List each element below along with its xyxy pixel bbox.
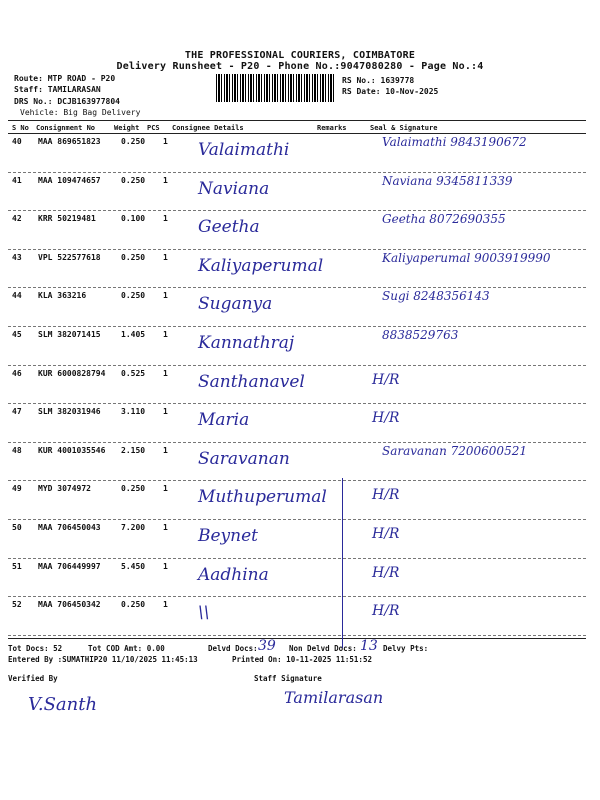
receiver-signature: Saravanan 7200600521 (382, 443, 527, 458)
consignee-name: Valaimathi (198, 140, 290, 160)
weight-value: 0.250 (121, 175, 146, 185)
delivered-docs-value: 39 (258, 638, 276, 654)
consignment-number: MAA 109474657 (38, 175, 101, 185)
pieces-count: 1 (163, 600, 168, 610)
serial-number: 40 (12, 137, 22, 146)
table-row (0, 404, 600, 442)
serial-number: 43 (12, 252, 22, 262)
column-header-signature: Seal & Signature (370, 124, 438, 132)
table-bottom-rule (8, 638, 586, 639)
consignee-name: \\ (198, 603, 210, 624)
pieces-count: 1 (163, 561, 168, 571)
serial-number: 45 (12, 330, 22, 339)
column-header-consignment: Consignment No (36, 124, 96, 132)
route-label: Route: MTP ROAD - P20 (14, 74, 116, 83)
pieces-count: 1 (163, 407, 168, 417)
weight-value: 0.250 (121, 291, 146, 301)
runsheet-subtitle: Delivery Runsheet - P20 - Phone No.:9047080280 - Page No.:4 (116, 61, 484, 72)
staff-label: Staff: TAMILARASAN (14, 85, 101, 94)
column-header-weight: Weight (114, 124, 140, 132)
consignment-number: VPL 522577618 (38, 252, 101, 262)
weight-value: 0.250 (121, 252, 146, 262)
column-header-consignee: Consignee Details (172, 124, 244, 132)
serial-number: 50 (12, 523, 22, 532)
weight-value: 0.250 (121, 600, 146, 610)
rs-number: RS No.: 1639778 (342, 76, 415, 85)
consignee-name: Suganya (198, 294, 273, 315)
serial-number: 52 (12, 600, 22, 610)
pen-stroke (342, 478, 343, 648)
pieces-count: 1 (163, 137, 168, 146)
weight-value: 7.200 (121, 523, 146, 532)
pieces-count: 1 (163, 523, 168, 532)
table-row (0, 597, 600, 635)
remark-text: H/R (372, 371, 400, 388)
remark-text: H/R (372, 564, 400, 581)
printed-on: Printed On: 10-11-2025 11:51:52 (232, 655, 372, 664)
weight-value: 0.250 (121, 137, 146, 146)
remark-text: H/R (372, 603, 400, 620)
weight-value: 5.450 (121, 561, 146, 571)
consignment-number: MAA 706450043 (38, 523, 101, 532)
serial-number: 51 (12, 561, 22, 571)
consignment-number: KUR 6000828794 (38, 368, 106, 378)
delivery-points-label: Delvy Pts: (383, 644, 429, 653)
serial-number: 42 (12, 214, 22, 224)
pieces-count: 1 (163, 175, 168, 185)
consignment-number: MYD 3074972 (38, 484, 91, 494)
serial-number: 44 (12, 291, 22, 301)
total-docs: Tot Docs: 52 (8, 644, 63, 653)
consignee-name: Naviana (198, 178, 270, 199)
receiver-signature: 8838529763 (382, 328, 459, 342)
weight-value: 2.150 (121, 445, 146, 455)
column-header-pcs: PCS (147, 124, 160, 132)
receiver-signature: Valaimathi 9843190672 (382, 135, 527, 149)
consignment-number: MAA 706449997 (38, 561, 101, 571)
serial-number: 49 (12, 484, 22, 494)
column-header-remarks: Remarks (317, 124, 347, 132)
table-row (0, 559, 600, 597)
barcode (216, 74, 336, 102)
weight-value: 0.250 (121, 484, 146, 494)
serial-number: 41 (12, 175, 22, 185)
consignee-name: Maria (198, 410, 250, 431)
serial-number: 46 (12, 368, 22, 378)
consignment-number: MAA 706450342 (38, 600, 101, 610)
remark-text: H/R (372, 410, 400, 427)
consignee-name: Beynet (198, 526, 258, 546)
remark-text: H/R (372, 526, 400, 542)
table-row (0, 443, 600, 481)
pieces-count: 1 (163, 252, 168, 262)
consignment-number: SLM 382071415 (38, 330, 101, 339)
total-cod-amount: Tot COD Amt: 0.00 (88, 644, 165, 653)
receiver-signature: Sugi 8248356143 (382, 289, 490, 304)
consignee-name: Geetha (198, 217, 260, 238)
verifier-signature: V.Santh (28, 694, 98, 715)
staff-signature-label: Staff Signature (254, 674, 322, 683)
serial-number: 48 (12, 445, 22, 455)
pieces-count: 1 (163, 291, 168, 301)
consignee-name: Kannathraj (198, 333, 295, 353)
weight-value: 1.405 (121, 330, 146, 339)
consignment-number: KRR 50219481 (38, 214, 96, 224)
delivered-docs-label: Delvd Docs: (208, 644, 258, 653)
receiver-signature: Kaliyaperumal 9003919990 (382, 250, 551, 265)
table-row (0, 288, 600, 326)
consignment-number: KLA 363216 (38, 291, 87, 301)
pieces-count: 1 (163, 330, 168, 339)
consignment-number: KUR 4001035546 (38, 445, 106, 455)
vehicle-label: Vehicle: Big Bag Delivery (20, 108, 141, 117)
weight-value: 0.525 (121, 368, 146, 378)
non-delivered-docs-value: 13 (360, 638, 378, 654)
consignment-number: MAA 869651823 (38, 137, 101, 146)
table-row (0, 250, 600, 288)
table-top-rule (8, 120, 586, 121)
pieces-count: 1 (163, 484, 168, 494)
serial-number: 47 (12, 407, 22, 417)
consignee-name: Santhanavel (198, 371, 305, 392)
rs-date: RS Date: 10-Nov-2025 (342, 87, 439, 96)
remark-text: H/R (372, 487, 400, 504)
column-header-sno: S No (12, 124, 29, 132)
table-row (0, 134, 600, 172)
table-row (0, 327, 600, 365)
table-row (0, 173, 600, 211)
weight-value: 3.110 (121, 407, 146, 417)
pieces-count: 1 (163, 445, 168, 455)
consignee-name: Aadhina (198, 564, 269, 585)
consignment-number: SLM 382031946 (38, 407, 101, 417)
drs-number: DRS No.: DCJB163977804 (14, 97, 120, 106)
table-row (0, 211, 600, 249)
verified-by-label: Verified By (8, 674, 58, 683)
non-delivered-docs-label: Non Delvd Docs: (289, 644, 357, 653)
receiver-signature: Naviana 9345811339 (382, 173, 513, 188)
consignee-name: Muthuperumal (198, 487, 327, 508)
row-divider (8, 635, 586, 636)
consignee-name: Kaliyaperumal (198, 255, 324, 276)
staff-handwritten-signature: Tamilarasan (284, 688, 384, 707)
table-row (0, 481, 600, 519)
weight-value: 0.100 (121, 214, 146, 224)
table-row (0, 366, 600, 404)
pieces-count: 1 (163, 368, 168, 378)
consignee-name: Saravanan (198, 448, 290, 469)
company-title: THE PROFESSIONAL COURIERS, COIMBATORE (184, 50, 416, 61)
entered-by: Entered By :SUMATHIP20 11/10/2025 11:45:13 (8, 655, 198, 664)
receiver-signature: Geetha 8072690355 (382, 212, 506, 227)
pieces-count: 1 (163, 214, 168, 224)
table-row (0, 520, 600, 558)
